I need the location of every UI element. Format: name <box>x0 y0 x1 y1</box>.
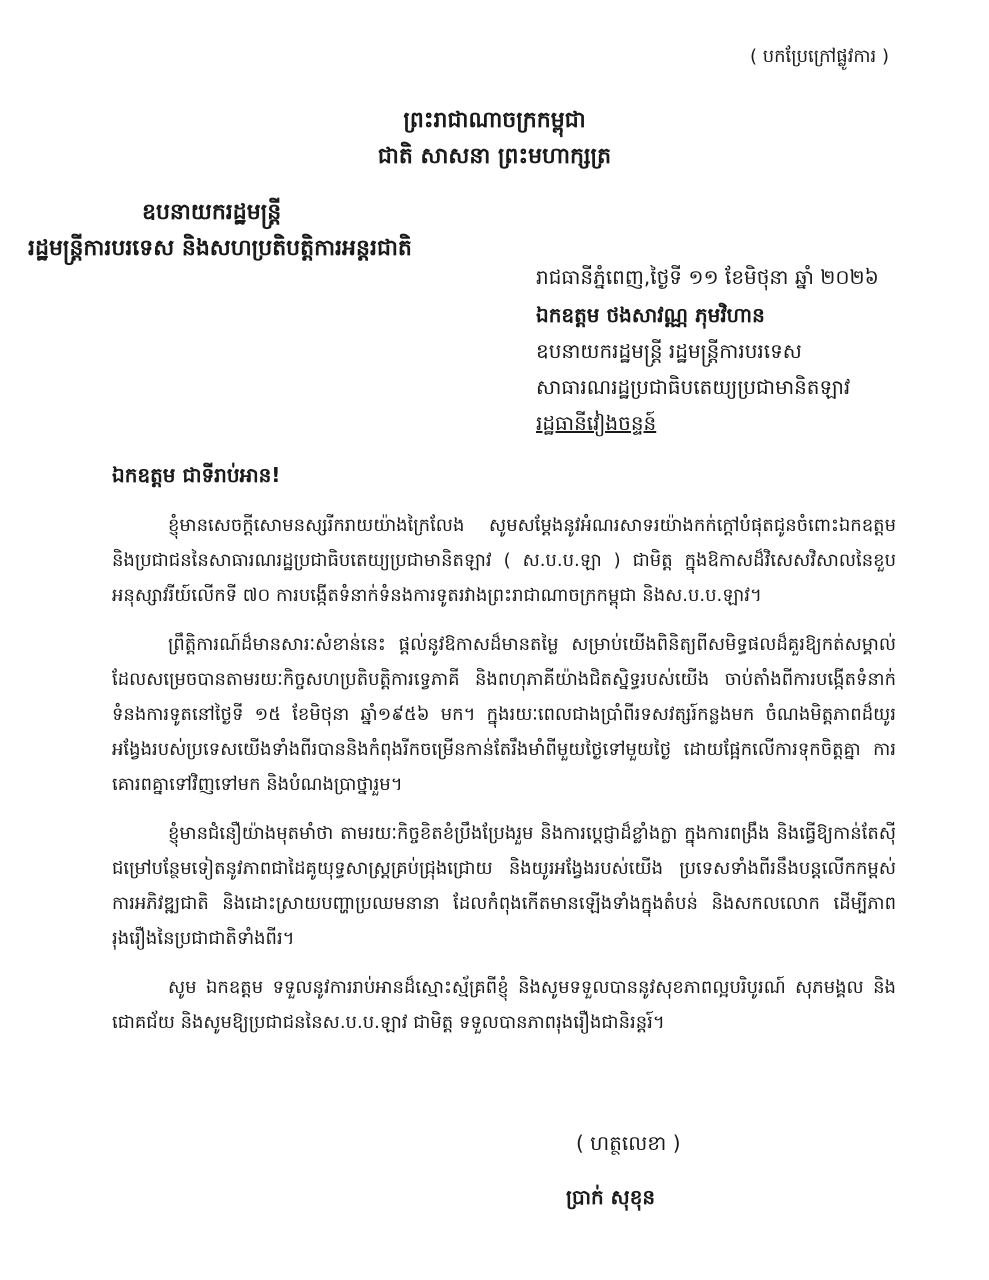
paragraph: សូម ឯកឧត្តម ទទួលនូវការរាប់អានដ៏ស្មោះស្ម័គ្រពីខ្ញុំ និងសូមទទួលបាននូវសុខភាពល្អបរិបូរណ៍ សុភមង្គល និងជោគជ័យ និងសូមឱ្យប្រជាជននៃស.ប.ប.ឡាវ ជាមិត្ត ទទួលបានភាពរុងរឿងជានិរន្តរ៍។ <box>112 977 896 1033</box>
paragraph: ខ្ញុំមានសេចក្តីសោមនស្សរីករាយយ៉ាងក្រៃលែង សូមសម្តែងនូវអំណរសាទរយ៉ាងកក់ក្តៅបំផុតជូនចំពោះឯកឧត្តម និងប្រជាជននៃសាធារណរដ្ឋប្រជាធិបតេយ្យប្រជាមានិតឡាវ ( ស.ប.ប.ឡា ) ជាមិត្ត ក្នុងឱកាសដ៏វិសេសវិសាលនៃខួបអនុស្សាវរីយ៍លើកទី ៧០ ការបង្កើតទំនាក់ទំនងការទូតរវាងព្រះរាជាណាចក្រកម្ពុជា និងស.ប.ប.ឡាវ។ <box>112 515 896 606</box>
signer-name: ប្រាក់ សុខុន <box>566 1185 656 1209</box>
paragraph: ខ្ញុំមានជំនឿយ៉ាងមុតមាំថា តាមរយៈកិច្ចខិតខំប្រឹងប្រែងរួម និងការប្តេជ្ញាដ៏ខ្លាំងក្លា ក្នុងការពង្រឹង និងធ្វើឱ្យកាន់តែស៊ីជម្រៅបន្ថែមទៀតនូវភាពជាដៃគូយុទ្ធសាស្ត្រគ្រប់ជ្រុងជ្រោយ និងយូរអង្វែងរបស់យើង ប្រទេសទាំងពីរនឹងបន្តលើកកម្ពស់ការអភិវឌ្ឍជាតិ និងដោះស្រាយបញ្ហាប្រឈមនានា ដែលកំពុងកើតមានឡើងទាំងក្នុងតំបន់ និងសកលលោក ដើម្បីភាពរុងរឿងនៃប្រជាជាតិទាំងពីរ។ <box>112 823 896 949</box>
national-motto: ជាតិ សាសនា ព្រះមហាក្សត្រ <box>377 144 612 169</box>
recipient-city: រដ្ឋធានីវៀងចន្ទន៍ <box>536 411 657 435</box>
date-line: រាជធានីភ្នំពេញ,ថ្ងៃទី ១១ ខែមិថុនា ឆ្នាំ ២០២៦ <box>536 265 879 289</box>
sender-title-minister: រដ្ឋមន្ត្រីការបរទេស និងសហប្រតិបត្តិការអន្តរជាតិ <box>28 236 412 261</box>
unofficial-translation-note: ( បកប្រែក្រៅផ្លូវការ ) <box>749 46 889 67</box>
paragraph: ព្រឹត្តិការណ៍ដ៏មានសារៈសំខាន់នេះ ផ្តល់នូវឱកាសដ៏មានតម្លៃ សម្រាប់យើងពិនិត្យពីសមិទ្ធផលដ៏គួរឱ្យកត់សម្គាល់ ដែលសម្រេចបានតាមរយៈកិច្ចសហប្រតិបត្តិការទ្វេភាគី និងពហុភាគីយ៉ាងជិតស្និទ្ធរបស់យើង ចាប់តាំងពីការបង្កើតទំនាក់ទំនងការទូតនៅថ្ងៃទី ១៥ ខែមិថុនា ឆ្នាំ១៩៥៦ មក។ ក្នុងរយៈពេលជាងប្រាំពីរទសវត្សរ៍កន្លងមក ចំណងមិត្តភាពដ៏យូរអង្វែងរបស់ប្រទេសយើងទាំងពីរបាននិងកំពុងរីកចម្រើនកាន់តែរឹងមាំពីមួយថ្ងៃទៅមួយថ្ងៃ ដោយផ្អែកលើការទុកចិត្តគ្នា ការគោរពគ្នាទៅវិញទៅមក និងបំណងប្រាថ្នារួម។ <box>112 634 896 795</box>
signature-note: ( ហត្ថលេខា ) <box>576 1131 681 1155</box>
recipient-country: សាធារណរដ្ឋប្រជាធិបតេយ្យប្រជាមានិតឡាវ <box>536 375 851 399</box>
letter-body <box>112 508 896 1054</box>
recipient-title: ឧបនាយករដ្ឋមន្ត្រី រដ្ឋមន្ត្រីការបរទេស <box>536 339 802 363</box>
recipient-name: ឯកឧត្តម ថងសាវណ្ណ ភុមវិហាន <box>536 303 765 327</box>
sender-title-deputy-pm: ឧបនាយករដ្ឋមន្ត្រី <box>142 200 282 225</box>
salutation: ឯកឧត្តម ជាទីរាប់អាន! <box>112 463 281 487</box>
kingdom-title: ព្រះរាជាណាចក្រកម្ពុជា <box>403 108 586 133</box>
